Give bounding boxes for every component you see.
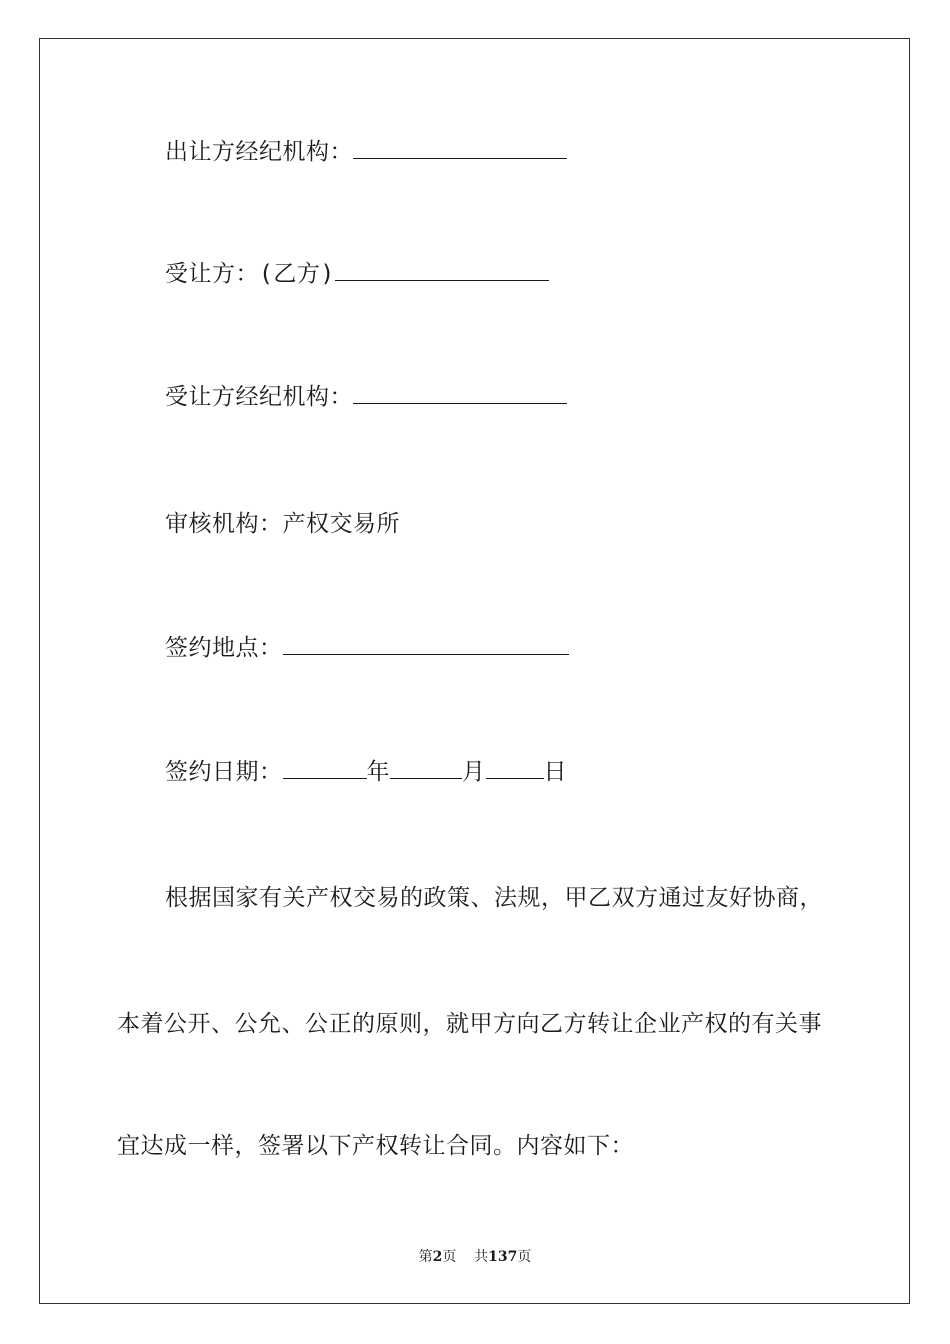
sign-place-line: [165, 633, 569, 663]
year-blank[interactable]: [283, 758, 367, 779]
footer-page-suffix: 页: [442, 1249, 457, 1265]
year-unit: 年: [366, 759, 390, 785]
review-agency-line: [165, 509, 400, 539]
buyer-label: 受让方：(乙方): [165, 261, 335, 287]
buyer-line: [165, 259, 549, 289]
sign-date-line: [165, 757, 567, 787]
page-footer: [0, 1248, 950, 1266]
footer-total-prefix: 共: [474, 1249, 489, 1265]
sign-place-label: 签约地点：: [165, 635, 283, 661]
sign-date-label: 签约日期：: [165, 759, 283, 785]
page-border: [39, 38, 910, 1304]
month-unit: 月: [462, 759, 486, 785]
body-line-1: 根据国家有关产权交易的政策、法规，甲乙双方通过友好协商，: [165, 885, 823, 911]
seller-agency-line: [165, 137, 567, 167]
body-line-3: 宜达成一样，签署以下产权转让合同。内容如下：: [117, 1133, 634, 1159]
sign-place-blank[interactable]: [283, 634, 569, 655]
month-blank[interactable]: [390, 758, 462, 779]
buyer-blank[interactable]: [335, 260, 549, 281]
footer-total-number: 137: [488, 1249, 518, 1265]
seller-agency-label: 出让方经纪机构：: [165, 139, 353, 165]
review-agency-value: 产权交易所: [282, 511, 400, 537]
day-blank[interactable]: [486, 758, 544, 779]
footer-page-prefix: 第: [418, 1249, 433, 1265]
buyer-agency-label: 受让方经纪机构：: [165, 384, 353, 410]
footer-total-suffix: 页: [517, 1249, 532, 1265]
buyer-agency-blank[interactable]: [353, 383, 567, 404]
footer-page-number: 2: [432, 1249, 443, 1265]
body-line-2: 本着公开、公允、公正的原则，就甲方向乙方转让企业产权的有关事: [117, 1011, 822, 1037]
review-agency-label: 审核机构：: [165, 511, 283, 537]
seller-agency-blank[interactable]: [353, 138, 567, 159]
day-unit: 日: [543, 759, 567, 785]
buyer-agency-line: [165, 382, 567, 412]
